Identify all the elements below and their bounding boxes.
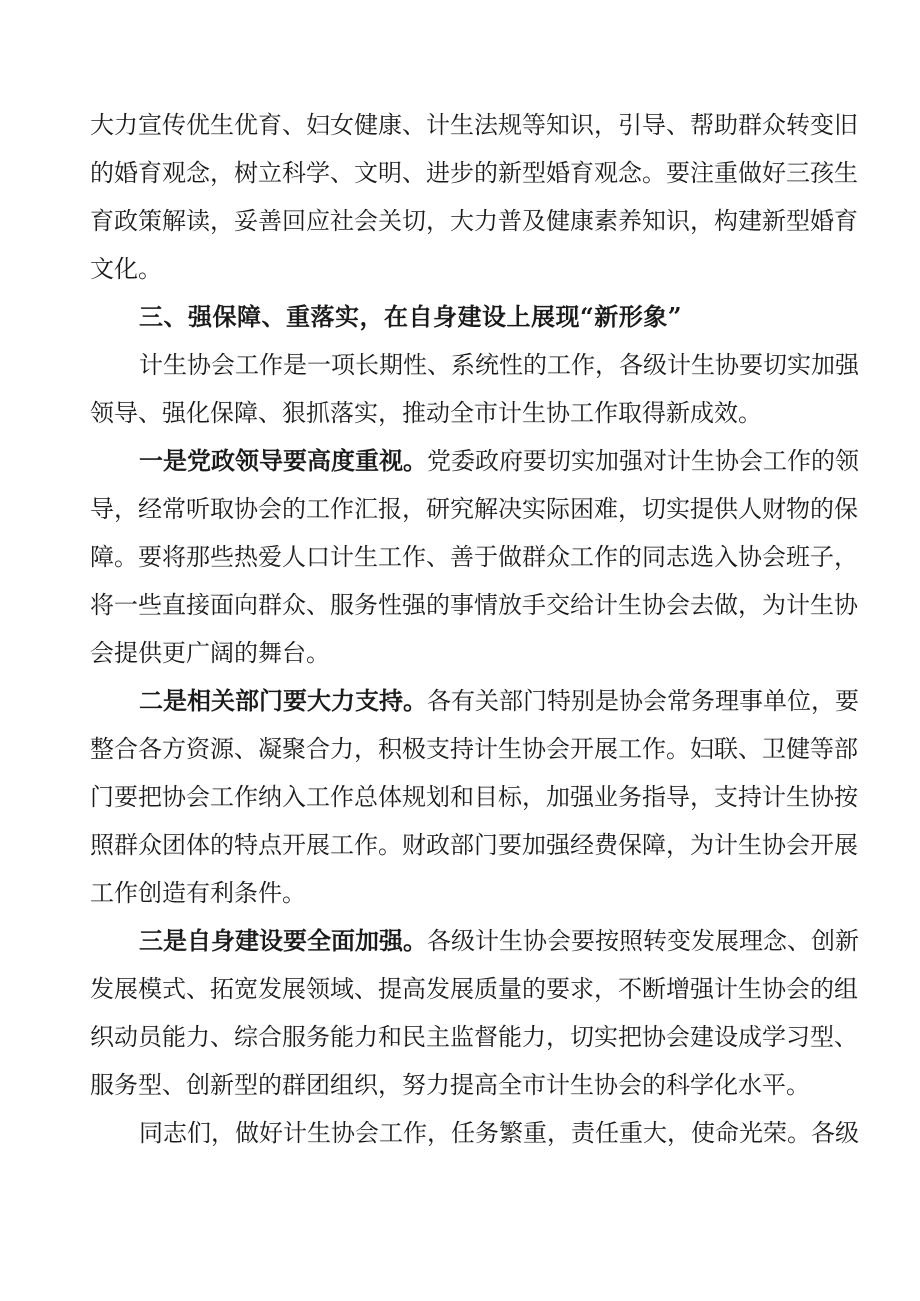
- text-line: 将一些直接面向群众、服务性强的事情放手交给计生协会去做，为计生协: [90, 591, 858, 619]
- paragraph-first-line: [139, 923, 859, 959]
- text-span: 各有关部门特别是协会常务理事单位，要: [427, 687, 859, 715]
- section-heading: 三、强保障、重落实，在自身建设上展现“新形象”: [139, 302, 683, 331]
- paragraph-first-line: 同志们，做好计生协会工作，任务繁重，责任重大，使命光荣。各级: [139, 1119, 859, 1147]
- text-line: 的婚育观念，树立科学、文明、进步的新型婚育观念。要注重做好三孩生: [90, 159, 858, 187]
- paragraph-first-line: [139, 683, 859, 719]
- paragraph-first-line: [139, 443, 859, 479]
- text-line: 育政策解读，妥善回应社会关切，大力普及健康素养知识，构建新型婚育: [90, 207, 858, 235]
- text-span: 各级计生协会要按照转变发展理念、创新: [427, 927, 859, 955]
- text-line: 整合各方资源、凝聚合力，积极支持计生协会开展工作。妇联、卫健等部: [90, 735, 858, 763]
- text-line: 门要把协会工作纳入工作总体规划和目标，加强业务指导，支持计生协按: [90, 783, 858, 811]
- text-line: 服务型、创新型的群团组织，努力提高全市计生协会的科学化水平。: [90, 1071, 810, 1099]
- paragraph-first-line: 计生协会工作是一项长期性、系统性的工作，各级计生协要切实加强: [139, 351, 859, 379]
- text-line: 照群众团体的特点开展工作。财政部门要加强经费保障，为计生协会开展: [90, 831, 858, 859]
- paragraph-lead: 一是党政领导要高度重视。: [139, 446, 427, 475]
- text-line: 工作创造有利条件。: [90, 879, 306, 907]
- text-line: 障。要将那些热爱人口计生工作、善于做群众工作的同志选入协会班子，: [90, 543, 858, 571]
- text-line: 大力宣传优生优育、妇女健康、计生法规等知识，引导、帮助群众转变旧: [90, 111, 858, 139]
- text-line: 会提供更广阔的舞台。: [90, 639, 330, 667]
- text-line: 导，经常听取协会的工作汇报，研究解决实际困难，切实提供人财物的保: [90, 495, 858, 523]
- paragraph-lead: 三是自身建设要全面加强。: [139, 926, 427, 955]
- text-line: 领导、强化保障、狠抓落实，推动全市计生协工作取得新成效。: [90, 399, 762, 427]
- text-line: 织动员能力、综合服务能力和民主监督能力，切实把协会建设成学习型、: [90, 1023, 858, 1051]
- text-line: 文化。: [90, 255, 162, 283]
- text-span: 党委政府要切实加强对计生协会工作的领: [427, 447, 859, 475]
- paragraph-lead: 二是相关部门要大力支持。: [139, 686, 427, 715]
- text-line: 发展模式、拓宽发展领域、提高发展质量的要求，不断增强计生协会的组: [90, 975, 858, 1003]
